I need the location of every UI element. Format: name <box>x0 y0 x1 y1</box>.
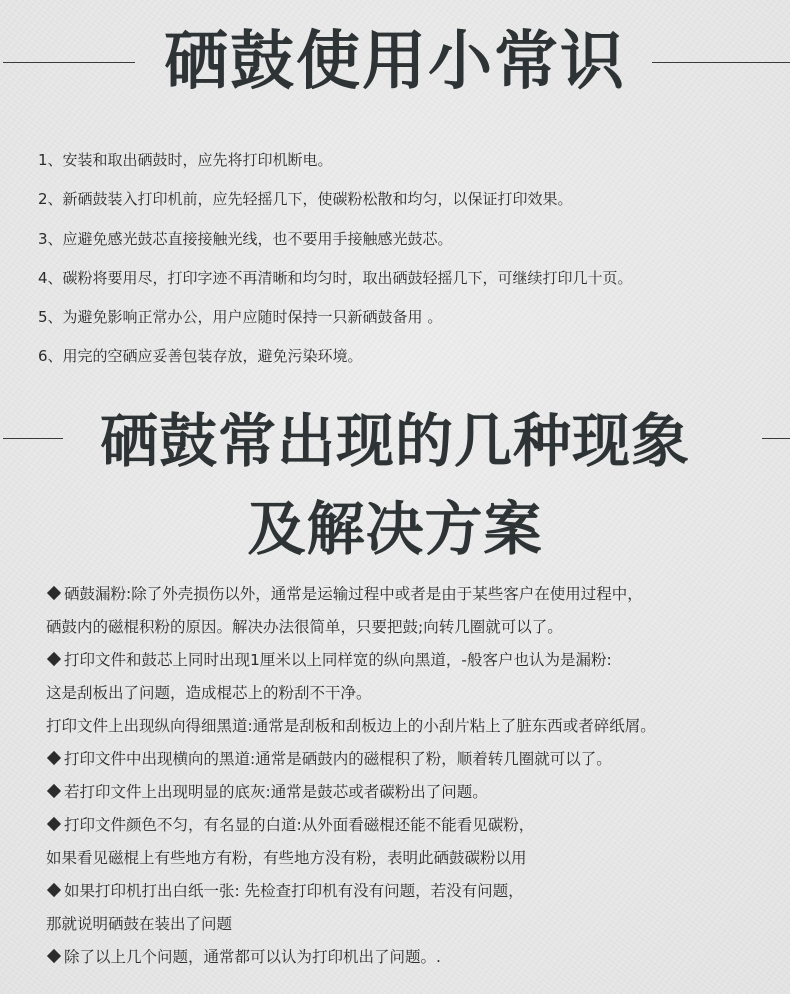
problem-continuation <box>46 842 786 875</box>
usage-tips-list <box>38 141 778 377</box>
problem-text: 如果看见磁棍上有些地方有粉，有些地方没有粉，表明此硒鼓碳粉以用 <box>46 849 527 867</box>
problem-text: 打印文件颜色不匀，有名显的白道:从外面看磁棍还能不能看见碳粉， <box>64 816 535 834</box>
problem-text: 硒鼓内的磁棍积粉的原因。解决办法很简单，只要把鼓;向转几圈就可以了。 <box>46 618 563 636</box>
problem-item <box>46 776 786 809</box>
problem-continuation <box>46 677 786 710</box>
problem-text: 这是刮板出了问题，造成棍芯上的粉刮不干净。 <box>46 684 372 702</box>
problem-item <box>46 578 786 611</box>
section-1-title: 硒鼓使用小常识 <box>164 25 626 99</box>
section-2-heading-line-2 <box>0 488 790 570</box>
problem-item <box>46 875 786 908</box>
problems-list <box>46 578 786 974</box>
tip-item: 3、应避免感光鼓芯直接接触光线，也不要用手接触感光鼓芯。 <box>38 229 453 248</box>
diamond-bullet-icon <box>47 784 61 798</box>
problem-continuation <box>46 908 786 941</box>
tip-item: 4、碳粉将要用尽，打印字迹不再清晰和均匀时，取出硒鼓轻摇几下，可继续打印几十页。 <box>38 268 633 287</box>
problem-item <box>46 941 786 974</box>
diamond-bullet-icon <box>47 883 61 897</box>
section-2-title-line-2: 及解决方案 <box>247 495 543 563</box>
problem-item <box>46 809 786 842</box>
problem-continuation <box>46 710 786 743</box>
section-2-heading-line-1 <box>0 400 790 482</box>
section-1-heading <box>0 22 790 102</box>
problem-text: 硒鼓漏粉:除了外壳损伤以外，通常是运输过程中或者是由于某些客户在使用过程中， <box>64 585 643 603</box>
tip-item: 5、为避免影响正常办公，用户应随时保持一只新硒鼓备用 。 <box>38 308 443 327</box>
tip-item: 6、用完的空硒应妥善包装存放，避免污染环境。 <box>38 347 363 366</box>
problem-text: 打印文件和鼓芯上同时出现1厘米以上同样宽的纵向黑道，-般客户也认为是漏粉: <box>64 651 612 669</box>
diamond-bullet-icon <box>47 586 61 600</box>
tip-item: 1、安装和取出硒鼓时，应先将打印机断电。 <box>38 151 333 169</box>
diamond-bullet-icon <box>47 652 61 666</box>
section-2-title-line-1: 硒鼓常出现的几种现象 <box>99 407 690 475</box>
problem-item <box>46 644 786 677</box>
problem-text: 如果打印机打出白纸一张: 先检查打印机有没有问题，若没有问题， <box>64 882 524 900</box>
problem-text: 若打印文件上出现明显的底灰:通常是鼓芯或者碳粉出了问题。 <box>64 783 488 801</box>
problem-item <box>46 743 786 776</box>
diamond-bullet-icon <box>47 817 61 831</box>
diamond-bullet-icon <box>47 751 61 765</box>
diamond-bullet-icon <box>47 949 61 963</box>
tip-item: 2、新硒鼓装入打印机前，应先轻摇几下，使碳粉松散和均匀，以保证打印效果。 <box>38 190 573 209</box>
problem-text: 打印文件中出现横向的黑道:通常是硒鼓内的磁棍积了粉，顺着转几圈就可以了。 <box>64 750 612 768</box>
problem-continuation <box>46 611 786 644</box>
problem-text: 那就说明硒鼓在装出了问题 <box>46 915 233 933</box>
problem-text: 打印文件上出现纵向得细黑道:通常是刮板和刮板边上的小刮片粘上了脏东西或者碎纸屑。 <box>46 717 656 735</box>
problem-text: 除了以上几个问题，通常都可以认为打印机出了问题。. <box>64 948 441 966</box>
